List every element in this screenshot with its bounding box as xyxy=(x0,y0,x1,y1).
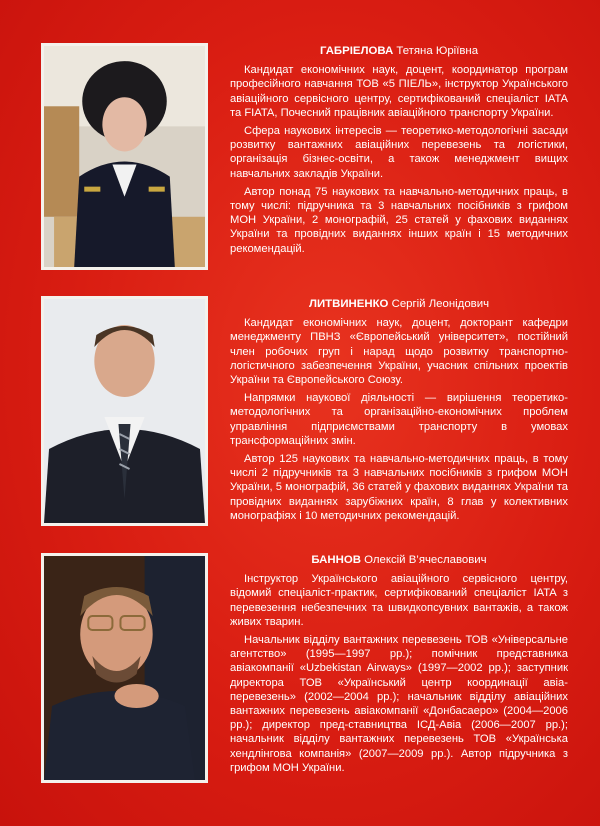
author-bio-paragraph: Автор понад 75 наукових та навчально-методичних праць, в тому числі: підручника та 3 навчальних посібників з грифом МОН України, 2 монографій, 25 статей у фахових виданнях України та провідних виданнях інших країн і 15 методичних рекомендацій. xyxy=(230,185,568,255)
author-given-name: Олексій В’ячеславович xyxy=(364,554,487,566)
author-given-name: Сергій Леонідович xyxy=(391,298,489,310)
author-bio-paragraph: Сфера наукових інтересів — теоретико-методологічні засади розвитку вантажних авіаційних перевезень та логістики, організація бізнес-освіти, а також менеджмент вищих навчальних закладів України. xyxy=(230,125,568,180)
author-photo-bannov xyxy=(41,553,208,783)
author-name xyxy=(230,297,568,311)
author-surname: БАННОВ xyxy=(311,554,361,566)
author-bio-paragraph: Напрямки наукової діяльності — вирішення теоретико-методологічних та організаційно-економічних проблем управління підприємствами транспорту в умовах трансформаційних змін. xyxy=(230,392,568,447)
author-bio-paragraph: Автор 125 наукових та навчально-методичних праць, в тому числі 2 підручників та 3 навчальних посібників з грифом МОН України, 5 монографій, 36 статей у фахових виданнях України та провідних виданнях зарубіжних країн, 8 глав у колективних монографіях і 10 методичних рекомендацій. xyxy=(230,453,568,522)
author-photo-gabrielova xyxy=(41,43,208,270)
author-bio-paragraph: Кандидат економічних наук, доцент, координатор програм професійного навчання ТОВ «5 ПІЕЛЬ», інструктор Українського авіаційного сервісного центру, сертифікований спеціаліст IATA та FIATA, Почесний працівник авіаційного транспорту України. xyxy=(230,64,568,119)
author-given-name: Тетяна Юріївна xyxy=(396,45,479,57)
author-surname: ГАБРІЕЛОВА xyxy=(319,45,394,57)
author-photo-lytvynenko xyxy=(41,296,208,526)
author-bio-paragraph: Начальник відділу вантажних перевезень ТОВ «Універсальне агентство» (1995—1997 рр.); помічник представника авіакомпанії «Uzbekistan Airways» (1997—2002 рр.); заступник директора ТОВ «Український центр координації авіа-перевезень» (2002—2004 рр.); начальник відділу авіаційних вантажних перевезень авіакомпанії «Донбасаеро» (2004—2006 рр.); директор пред-ставництва ІСД-Авіа (2006—2007 рр.); начальник відділу вантажних перевезень ТОВ «Українська хендлінгова компанія» (2007—2009 рр.). Автор підручника з грифом МОН України. xyxy=(230,634,568,774)
author-bio-paragraph: Кандидат економічних наук, доцент, докторант кафедри менеджменту ПВНЗ «Європейський університет», постійний член робочих груп і нарад щодо розвитку транспортно-логістичного забезпечення України, учасник спільних проектів України та Європейського Союзу. xyxy=(230,317,568,387)
author-name xyxy=(230,553,568,567)
author-surname: ЛИТВИНЕНКО xyxy=(309,298,389,310)
author-bio-paragraph: Інструктор Українського авіаційного сервісного центру, відомий спеціаліст-практик, сертифікований спеціаліст IATA з перевезення небезпечних та швидкопсувних вантажів, а також живих тварин. xyxy=(230,573,568,628)
author-name xyxy=(230,44,568,58)
